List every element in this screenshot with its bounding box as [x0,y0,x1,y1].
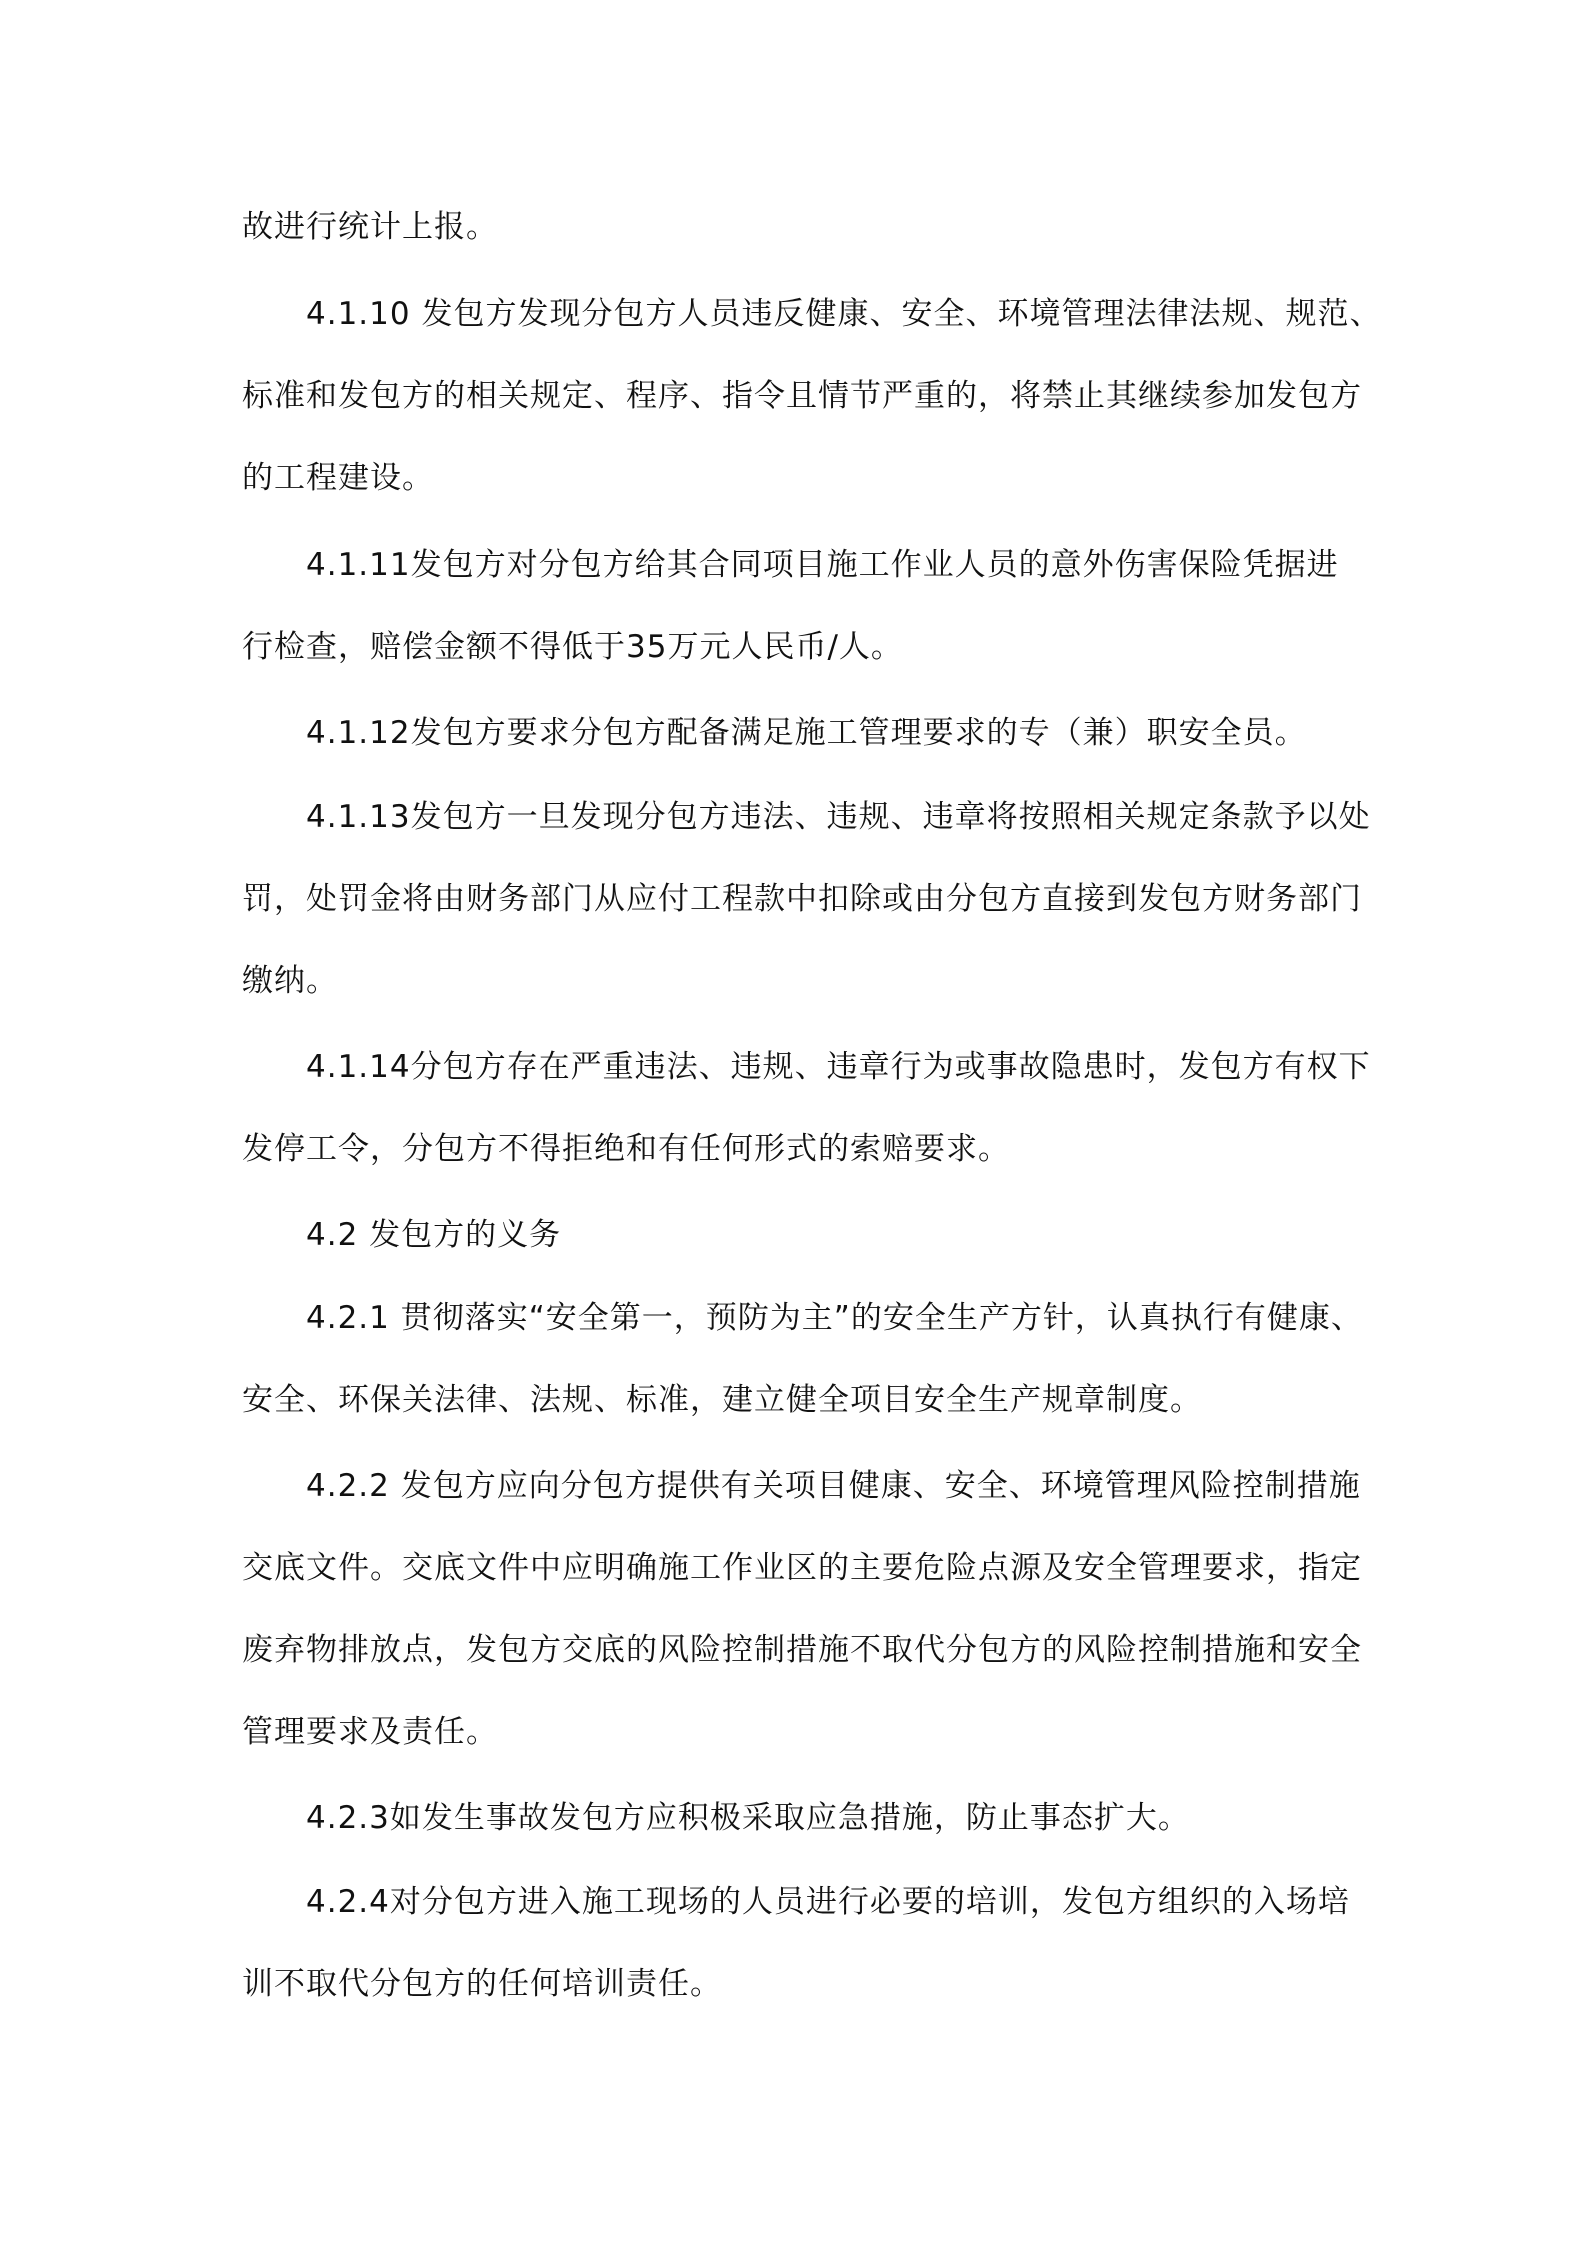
clause-4-2-1-line: 4.2.1 贯彻落实“安全第一，预防为主”的安全生产方针，认真执行有健康、 [306,1300,1363,1336]
section-heading-4-2: 4.2 发包方的义务 [306,1217,562,1253]
clause-4-1-12-line: 4.1.12发包方要求分包方配备满足施工管理要求的专（兼）职安全员。 [306,715,1307,751]
text-line: 发停工令，分包方不得拒绝和有任何形式的索赔要求。 [242,1131,1010,1167]
clause-4-2-4-line: 4.2.4对分包方进入施工现场的人员进行必要的培训，发包方组织的入场培 [306,1884,1350,1920]
text-line: 行检查，赔偿金额不得低于35万元人民币/人。 [242,629,903,665]
text-line: 安全、环保关法律、法规、标准，建立健全项目安全生产规章制度。 [242,1382,1202,1418]
clause-4-2-3-line: 4.2.3如发生事故发包方应积极采取应急措施，防止事态扩大。 [306,1800,1190,1836]
text-line: 的工程建设。 [242,460,434,496]
text-line: 缴纳。 [242,963,338,999]
text-line: 罚，处罚金将由财务部门从应付工程款中扣除或由分包方直接到发包方财务部门 [242,881,1362,917]
text-line: 故进行统计上报。 [242,209,498,245]
text-line: 标准和发包方的相关规定、程序、指令且情节严重的，将禁止其继续参加发包方 [242,378,1362,414]
text-line: 训不取代分包方的任何培训责任。 [242,1966,722,2002]
text-line: 交底文件。交底文件中应明确施工作业区的主要危险点源及安全管理要求，指定 [242,1550,1362,1586]
text-line: 废弃物排放点，发包方交底的风险控制措施不取代分包方的风险控制措施和安全 [242,1632,1362,1668]
clause-4-2-2-line: 4.2.2 发包方应向分包方提供有关项目健康、安全、环境管理风险控制措施 [306,1468,1361,1504]
clause-4-1-13-line: 4.1.13发包方一旦发现分包方违法、违规、违章将按照相关规定条款予以处 [306,799,1371,835]
text-line: 管理要求及责任。 [242,1714,498,1750]
clause-4-1-14-line: 4.1.14分包方存在严重违法、违规、违章行为或事故隐患时，发包方有权下 [306,1049,1371,1085]
clause-4-1-10-line: 4.1.10 发包方发现分包方人员违反健康、安全、环境管理法律法规、规范、 [306,296,1382,332]
clause-4-1-11-line: 4.1.11发包方对分包方给其合同项目施工作业人员的意外伤害保险凭据进 [306,547,1339,583]
